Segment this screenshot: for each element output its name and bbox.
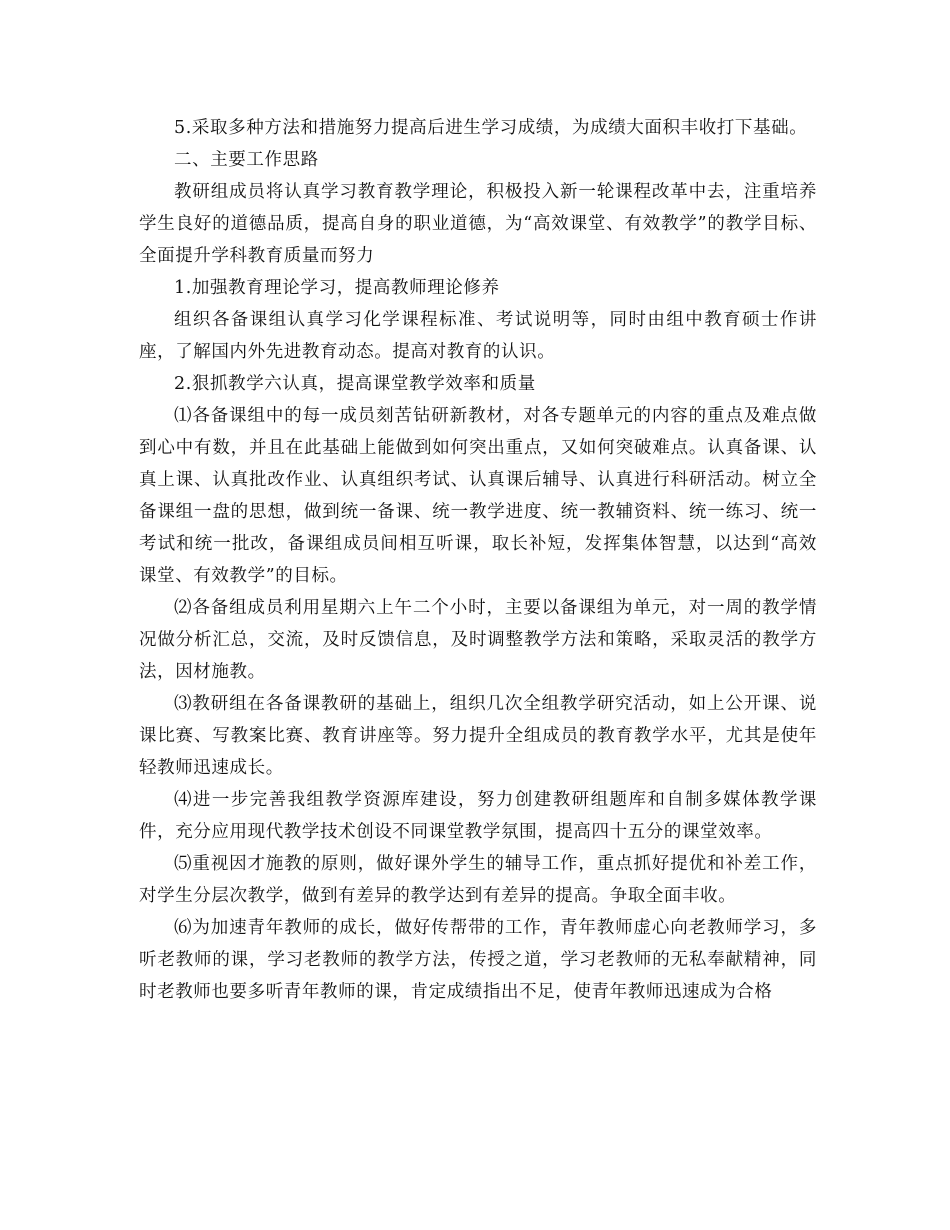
subheading-six-diligences: 2.狠抓教学六认真，提高课堂教学效率和质量 xyxy=(174,374,536,394)
paragraph-item-6: ⑹为加速青年教师的成长，做好传帮带的工作，青年教师虚心向老教师学习，多听老教师的课，学习老教师的教学方法，传授之道，学习老教师的无私奉献精神，同时老教师也要多听青年教师的课，肯定成绩指出不足，使青年教师迅速成为合格 xyxy=(139,918,817,1002)
paragraph-measure-5: 5.采取多种方法和措施努力提高后进生学习成绩，为成绩大面积丰收打下基础。 xyxy=(174,118,808,138)
paragraph-item-1: ⑴各备课组中的每一成员刻苦钻研新教材，对各专题单元的内容的重点及难点做到心中有数，并且在此基础上能做到如何突出重点，又如何突破难点。认真备课、认真上课、认真批改作业、认真组织考试、认真课后辅导、认真进行科研活动。树立全备课组一盘的思想，做到统一备课、统一教学进度、统一教辅资料、统一练习、统一考试和统一批改，备课组成员间相互听课，取长补短，发挥集体智慧，以达到“高效课堂、有效教学”的目标。 xyxy=(139,406,817,586)
paragraph-item-2: ⑵各备组成员利用星期六上午二个小时，主要以备课组为单元，对一周的教学情况做分析汇总，交流，及时反馈信息，及时调整教学方法和策略，采取灵活的教学方法，因材施教。 xyxy=(139,598,817,682)
paragraph-item-3: ⑶教研组在各备课教研的基础上，组织几次全组教学研究活动，如上公开课、说课比赛、写教案比赛、教育讲座等。努力提升全组成员的教育教学水平，尤其是使年轻教师迅速成长。 xyxy=(139,694,817,778)
section-heading-main-ideas: 二、主要工作思路 xyxy=(174,150,319,170)
paragraph-intro: 教研组成员将认真学习教育教学理论，积极投入新一轮课程改革中去，注重培养学生良好的道德品质，提高自身的职业道德，为“高效课堂、有效教学”的教学目标、全面提升学科教育质量而努力 xyxy=(139,182,817,266)
paragraph-item-5: ⑸重视因才施教的原则，做好课外学生的辅导工作，重点抓好提优和补差工作，对学生分层次教学，做到有差异的教学达到有差异的提高。争取全面丰收。 xyxy=(139,854,817,906)
paragraph-theory-study: 组织各备课组认真学习化学课程标准、考试说明等，同时由组中教育硕士作讲座，了解国内外先进教育动态。提高对教育的认识。 xyxy=(139,310,817,362)
document-body xyxy=(139,112,817,1008)
subheading-theory-study: 1.加强教育理论学习，提高教师理论修养 xyxy=(174,278,500,298)
paragraph-item-4: ⑷进一步完善我组教学资源库建设，努力创建教研组题库和自制多媒体教学课件，充分应用现代教学技术创设不同课堂教学氛围，提高四十五分的课堂效率。 xyxy=(139,790,817,842)
